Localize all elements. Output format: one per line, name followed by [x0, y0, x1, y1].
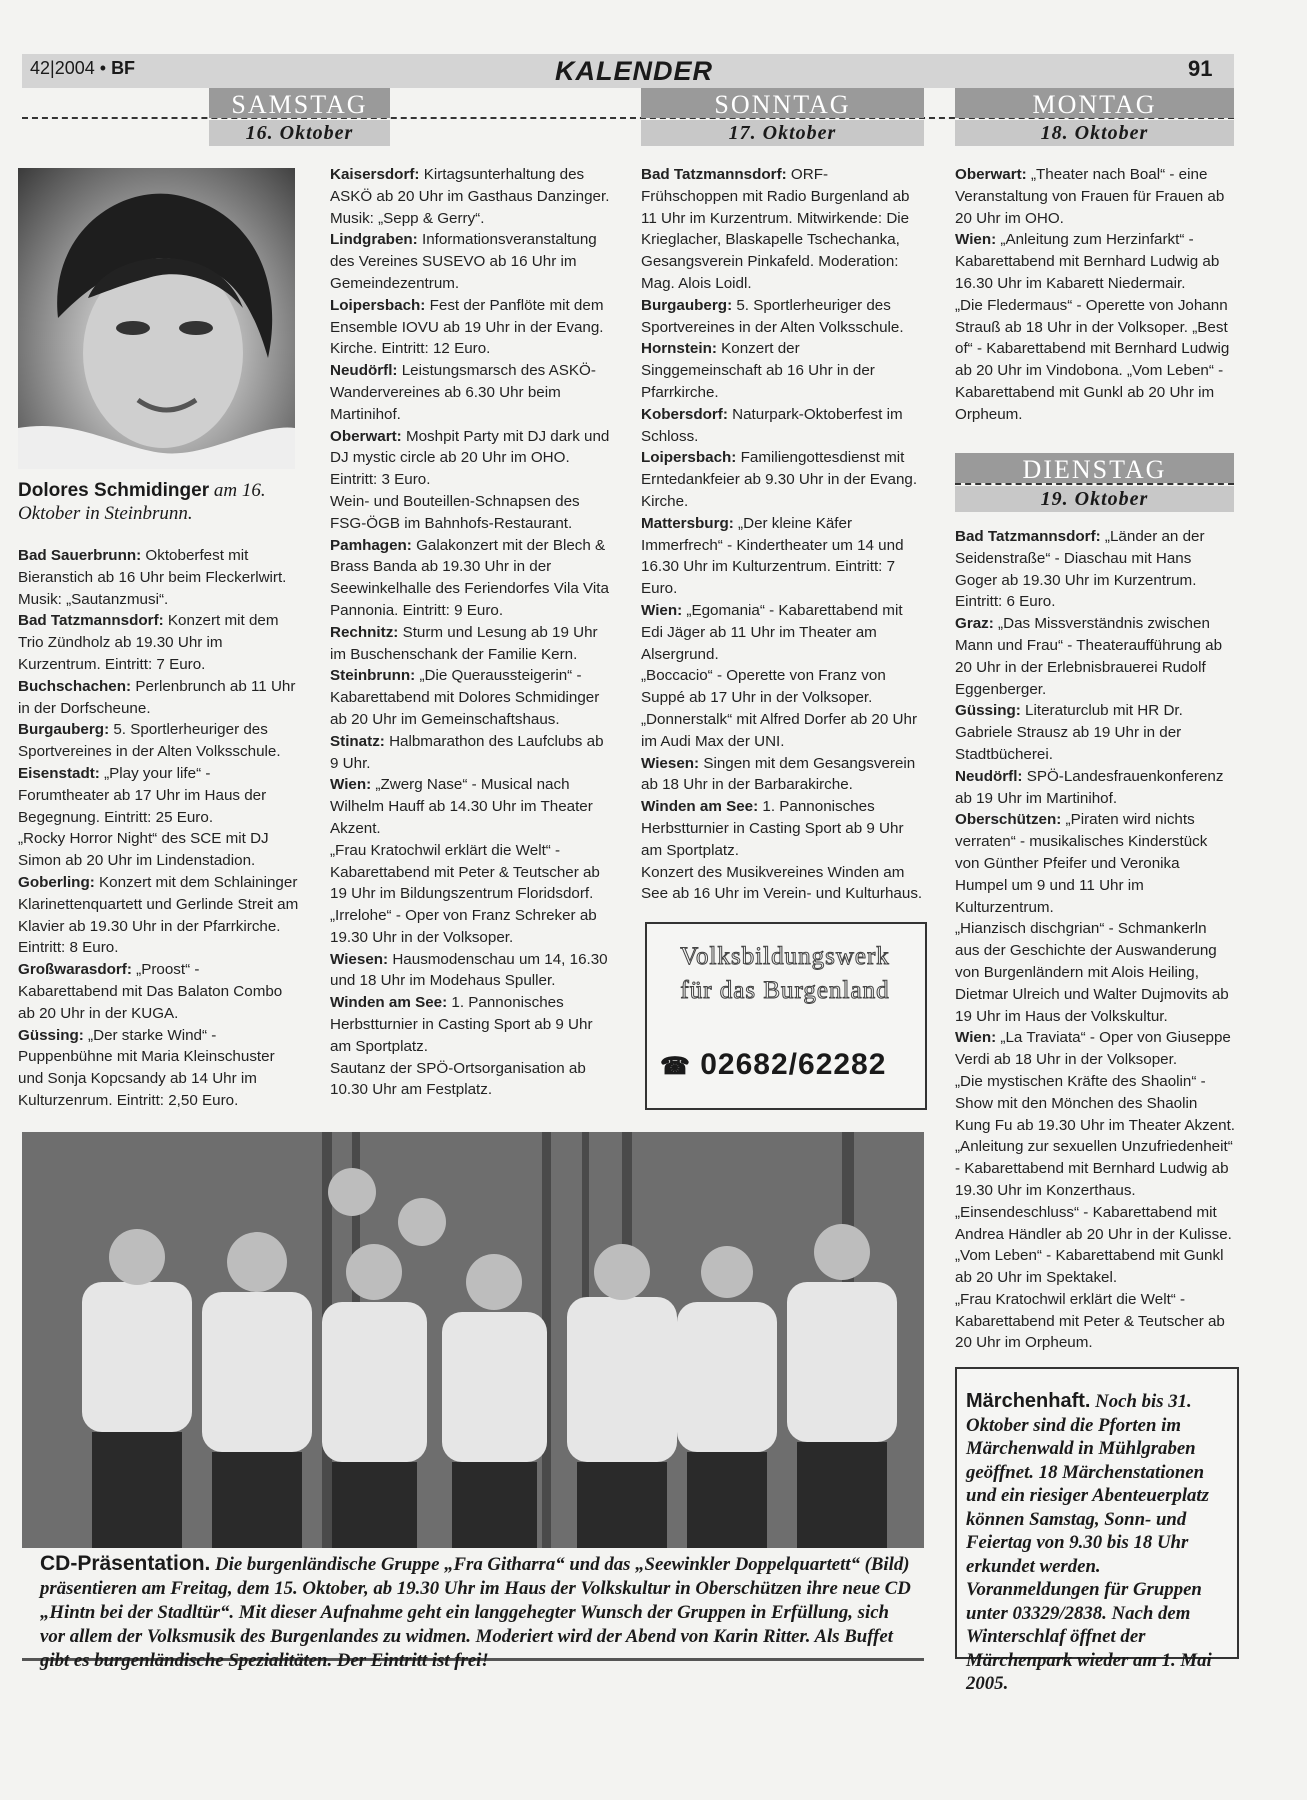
day-date-tuesday: 19. Oktober: [955, 486, 1234, 512]
event-entry: „Donnerstalk“ mit Alfred Dorfer ab 20 Uhr im Audi Max der UNI.: [641, 710, 918, 750]
event-entry: Bad Sauerbrunn: Oktoberfest mit Bieranstich ab 16 Uhr beim Fleckerlwirt. Musik: „Sautanzmusi“.: [18, 547, 287, 608]
event-entry: „Einsendeschluss“ - Kabarettabend mit Andrea Händler ab 20 Uhr in der Kulisse. „Vom Leben“ - Kabarettabend mit Gunkl ab 20 Uhr im Spektakel.: [955, 1203, 1232, 1287]
day-header-sunday: SONNTAG: [641, 88, 924, 118]
cd-caption-text: Die burgenländische Gruppe „Fra Githarra“ und das „Seewinkler Doppelquartett“ (Bild) präsentieren am Freitag, dem 15. Oktober, ab 19.30 Uhr im Haus der Volkskultur in Oberschützen ihre neue CD „Hintn bei der Stadltür“. Mit dieser Aufnahme geht ein langgehegter Wunsch der Gruppen in Erfüllung, sich vor allem der Volksmusik des Burgenlandes zu widmen. Moderiert wird der Abend von Karin Ritter. Als Buffet gibt es burgenländische Spezialitäten. Der Eintritt ist frei!: [40, 1554, 911, 1671]
tuesday-divider: [955, 483, 1234, 485]
event-entry: Großwarasdorf: „Proost“ - Kabarettabend mit Das Balaton Combo ab 20 Uhr in der KUGA.: [18, 961, 283, 1022]
event-entry: Mattersburg: „Der kleine Käfer Immerfrech“ - Kindertheater um 14 und 16.30 Uhr im Kulturzentrum. Eintritt: 7 Euro.: [641, 514, 904, 598]
event-entry: Oberwart: Moshpit Party mit DJ dark und DJ mystic circle ab 20 Uhr im OHO. Eintritt: 3 Euro.: [330, 427, 610, 489]
group-photo: [22, 1132, 924, 1548]
column-monday: [955, 164, 1235, 426]
day-header-monday: MONTAG: [955, 88, 1234, 118]
magazine-name: BF: [111, 58, 136, 78]
event-entry: Steinbrunn: „Die Queraussteigerin“ - Kabarettabend mit Dolores Schmidinger ab 20 Uhr im Gemeinschaftshaus.: [330, 667, 600, 728]
event-entry: „Boccacio“ - Operette von Franz von Suppé ab 17 Uhr in der Volksoper.: [641, 667, 886, 707]
event-entry: Neudörfl: SPÖ-Landesfrauenkonferenz ab 19 Uhr im Martinihof.: [955, 767, 1224, 807]
event-entry: „Frau Kratochwil erklärt die Welt“ - Kabarettabend mit Peter & Teutscher ab 20 Uhr im Orpheum.: [955, 1290, 1225, 1352]
event-entry: Konzert des Musikvereines Winden am See ab 16 Uhr im Verein- und Kulturhaus.: [641, 863, 923, 903]
event-entry: Wiesen: Singen mit dem Gesangsverein ab 18 Uhr in der Barbarakirche.: [641, 754, 916, 794]
cd-caption: [40, 1552, 918, 1673]
event-entry: Winden am See: 1. Pannonisches Herbstturnier in Casting Sport ab 9 Uhr am Sportplatz.: [330, 994, 593, 1055]
event-entry: Wien: „La Traviata“ - Oper von Giuseppe Verdi ab 18 Uhr in der Volksoper.: [955, 1029, 1231, 1069]
event-entry: Loipersbach: Familiengottesdienst mit Erntedankfeier ab 9.30 Uhr in der Evang. Kirche.: [641, 449, 918, 510]
day-date-monday: 18. Oktober: [955, 120, 1234, 146]
portrait-photo: [18, 168, 295, 469]
portrait-caption: [18, 479, 303, 525]
event-entry: Bad Tatzmannsdorf: ORF-Frühschoppen mit Radio Burgenland ab 11 Uhr im Kurzentrum. Mitwirkende: Die Krieglacher, Blaskapelle Tschechanka, Gesangsverein Pinkafeld. Moderation: Mag. Alois Loidl.: [641, 166, 910, 292]
ad-title: Volksbildungswerk für das Burgenland: [680, 943, 890, 1004]
maerchen-body: Noch bis 31. Oktober sind die Pforten im Märchenwald in Mühlgraben geöffnet. 18 Märchenstationen und ein riesiger Abenteuerplatz können Samstag, Sonn- und Feiertag von 9.30 bis 18 Uhr erkundet werden. Voranmeldungen für Gruppen unter 03329/2838. Nach dem Winterschlaf öffnet der Märchenpark wieder am 1. Mai 2005.: [966, 1391, 1212, 1694]
event-entry: Hornstein: Konzert der Singgemeinschaft ab 16 Uhr in der Pfarrkirche.: [641, 340, 875, 401]
event-entry: Wiesen: Hausmodenschau um 14, 16.30 und 18 Uhr im Modehaus Spuller.: [330, 950, 608, 990]
event-entry: Güssing: „Der starke Wind“ - Puppenbühne mit Maria Kleinschuster und Sonja Kopcsandy ab 14 Uhr im Kulturzenrum. Eintritt: 2,50 Euro.: [18, 1026, 275, 1109]
event-entry: „Hianzisch dischgrian“ - Schmankerln aus der Geschichte der Auswanderung von Burgenländern mit Alois Heiling, Dietmar Ulreich und Walter Dujmovits ab 19 Uhr im Haus der Volkskultur.: [955, 920, 1229, 1025]
event-entry: Eisenstadt: „Play your life“ - Forumtheater ab 17 Uhr im Haus der Begegnung. Eintritt: 25 Euro.: [18, 764, 267, 826]
event-entry: Winden am See: 1. Pannonisches Herbstturnier in Casting Sport ab 9 Uhr am Sportplatz.: [641, 798, 904, 859]
event-entry: Loipersbach: Fest der Panflöte mit dem Ensemble IOVU ab 19 Uhr in der Evang. Kirche. Eintritt: 12 Euro.: [330, 296, 604, 358]
event-entry: Wein- und Bouteillen-Schnapsen des FSG-ÖGB im Bahnhofs-Restaurant.: [330, 492, 580, 532]
portrait-illustration: [18, 168, 295, 469]
event-entry: Stinatz: Halbmarathon des Laufclubs ab 9 Uhr.: [330, 732, 604, 772]
event-entry: Lindgraben: Informationsveranstaltung des Vereines SUSEVO ab 16 Uhr im Gemeindezentrum.: [330, 231, 597, 292]
event-entry: „Frau Kratochwil erklärt die Welt“ - Kabarettabend mit Peter & Teutscher ab 19 Uhr im Bildungszentrum Floridsdorf.: [330, 841, 600, 903]
event-entry: Pamhagen: Galakonzert mit der Blech & Brass Banda ab 19.30 Uhr in der Seewinkelhalle des Feriendorfes Vila Vita Pannonia. Eintritt: 9 Euro.: [330, 536, 609, 619]
column-sunday: [641, 164, 924, 905]
column-tuesday: [955, 526, 1235, 1354]
portrait-caption-name: Dolores Schmidinger: [18, 480, 210, 501]
group-photo-illustration: [22, 1132, 924, 1548]
maerchen-text: [966, 1390, 1228, 1696]
cd-caption-lead: CD-Präsentation.: [40, 1552, 211, 1575]
event-entry: „Anleitung zur sexuellen Unzufriedenheit“ - Kabarettabend mit Bernhard Ludwig ab 19.30 Uhr im Konzerthaus.: [955, 1138, 1233, 1199]
event-entry: Güssing: Literaturclub mit HR Dr. Gabriele Strausz ab 19 Uhr in der Stadtbücherei.: [955, 702, 1183, 763]
column-saturday-2: [330, 164, 610, 1101]
event-entry: Wien: „Anleitung zum Herzinfarkt“ - Kabarettabend mit Bernhard Ludwig ab 16.30 Uhr im Kabarett Niedermair.: [955, 231, 1220, 292]
event-entry: Rechnitz: Sturm und Lesung ab 19 Uhr im Buschenschank der Familie Kern.: [330, 623, 598, 663]
event-entry: Sautanz der SPÖ-Ortsorganisation ab 10.30 Uhr am Festplatz.: [330, 1059, 586, 1099]
event-entry: „Rocky Horror Night“ des SCE mit DJ Simon ab 20 Uhr im Lindenstadion.: [18, 830, 269, 870]
event-entry: „Irrelohe“ - Oper von Franz Schreker ab 19.30 Uhr in der Volksoper.: [330, 907, 597, 946]
telephone-icon: ☎: [660, 1053, 691, 1080]
maerchen-lead: Märchenhaft.: [966, 1390, 1091, 1412]
column-saturday-1: [18, 545, 303, 1112]
portrait-caption-text: am 16. Oktober in Steinbrunn.: [18, 480, 266, 524]
event-entry: Wien: „Zwerg Nase“ - Musical nach Wilhelm Hauff ab 14.30 Uhr im Theater Akzent.: [330, 776, 593, 837]
event-entry: Wien: „Egomania“ - Kabarettabend mit Edi Jäger ab 11 Uhr im Theater am Alsergrund.: [641, 601, 903, 663]
event-entry: Kobersdorf: Naturpark-Oktoberfest im Schloss.: [641, 405, 903, 445]
section-title: KALENDER: [555, 56, 714, 86]
day-date-sunday: 17. Oktober: [641, 120, 924, 146]
page-number: 91: [1188, 56, 1213, 81]
event-entry: Oberschützen: „Piraten wird nichts verraten“ - musikalisches Kinderstück von Günther Pfeifer und Veronika Humpel um 9 und 11 Uhr im Kulturzentrum.: [955, 811, 1208, 916]
event-entry: Buchschachen: Perlenbrunch ab 11 Uhr in der Dorfscheune.: [18, 677, 296, 717]
event-entry: „Die mystischen Kräfte des Shaolin“ - Show mit den Mönchen des Shaolin Kung Fu ab 19.30 Uhr im Theater Akzent.: [955, 1072, 1236, 1134]
event-entry: Neudörfl: Leistungsmarsch des ASKÖ-Wandervereines ab 6.30 Uhr beim Martinihof.: [330, 362, 596, 423]
day-header-saturday: SAMSTAG: [209, 88, 390, 118]
issue-label: 42|2004 • BF: [30, 58, 136, 78]
event-entry: Graz: „Das Missverständnis zwischen Mann und Frau“ - Theateraufführung ab 20 Uhr in der Erlebnisbrauerei Rudolf Eggenberger.: [955, 615, 1223, 698]
event-entry: Burgauberg: 5. Sportlerheuriger des Sportvereines in der Alten Volksschule.: [641, 296, 904, 336]
event-entry: Burgauberg: 5. Sportlerheuriger des Sportvereines in der Alten Volksschule.: [18, 721, 281, 761]
day-date-saturday: 16. Oktober: [209, 120, 390, 146]
event-entry: „Die Fledermaus“ - Operette von Johann Strauß ab 18 Uhr in der Volksoper. „Best of“ - Kabarettabend mit Bernhard Ludwig ab 20 Uhr im Vindobona. „Vom Leben“ - Kabarettabend mit Gunkl ab 20 Uhr im Orpheum.: [955, 296, 1230, 423]
event-entry: Kaisersdorf: Kirtagsunterhaltung des ASKÖ ab 20 Uhr im Gasthaus Danzinger. Musik: „Sepp & Gerry“.: [330, 166, 610, 227]
ad-phone: ☎ 02682/62282: [660, 1048, 887, 1081]
event-entry: Bad Tatzmannsdorf: „Länder an der Seidenstraße“ - Diaschau mit Hans Goger ab 19.30 Uhr im Kurzentrum. Eintritt: 6 Euro.: [955, 528, 1205, 611]
event-entry: Bad Tatzmannsdorf: Konzert mit dem Trio Zündholz ab 19.30 Uhr im Kurzentrum. Eintritt: 7 Euro.: [18, 612, 279, 673]
event-entry: Oberwart: „Theater nach Boal“ - eine Veranstaltung von Frauen für Frauen ab 20 Uhr im OHO.: [955, 166, 1225, 227]
event-entry: Goberling: Konzert mit dem Schlaininger Klarinettenquartett und Gerlinde Streit am Klavier ab 19.30 Uhr in der Pfarrkirche. Eintritt: 8 Euro.: [18, 873, 299, 957]
day-header-tuesday: DIENSTAG: [955, 453, 1234, 483]
